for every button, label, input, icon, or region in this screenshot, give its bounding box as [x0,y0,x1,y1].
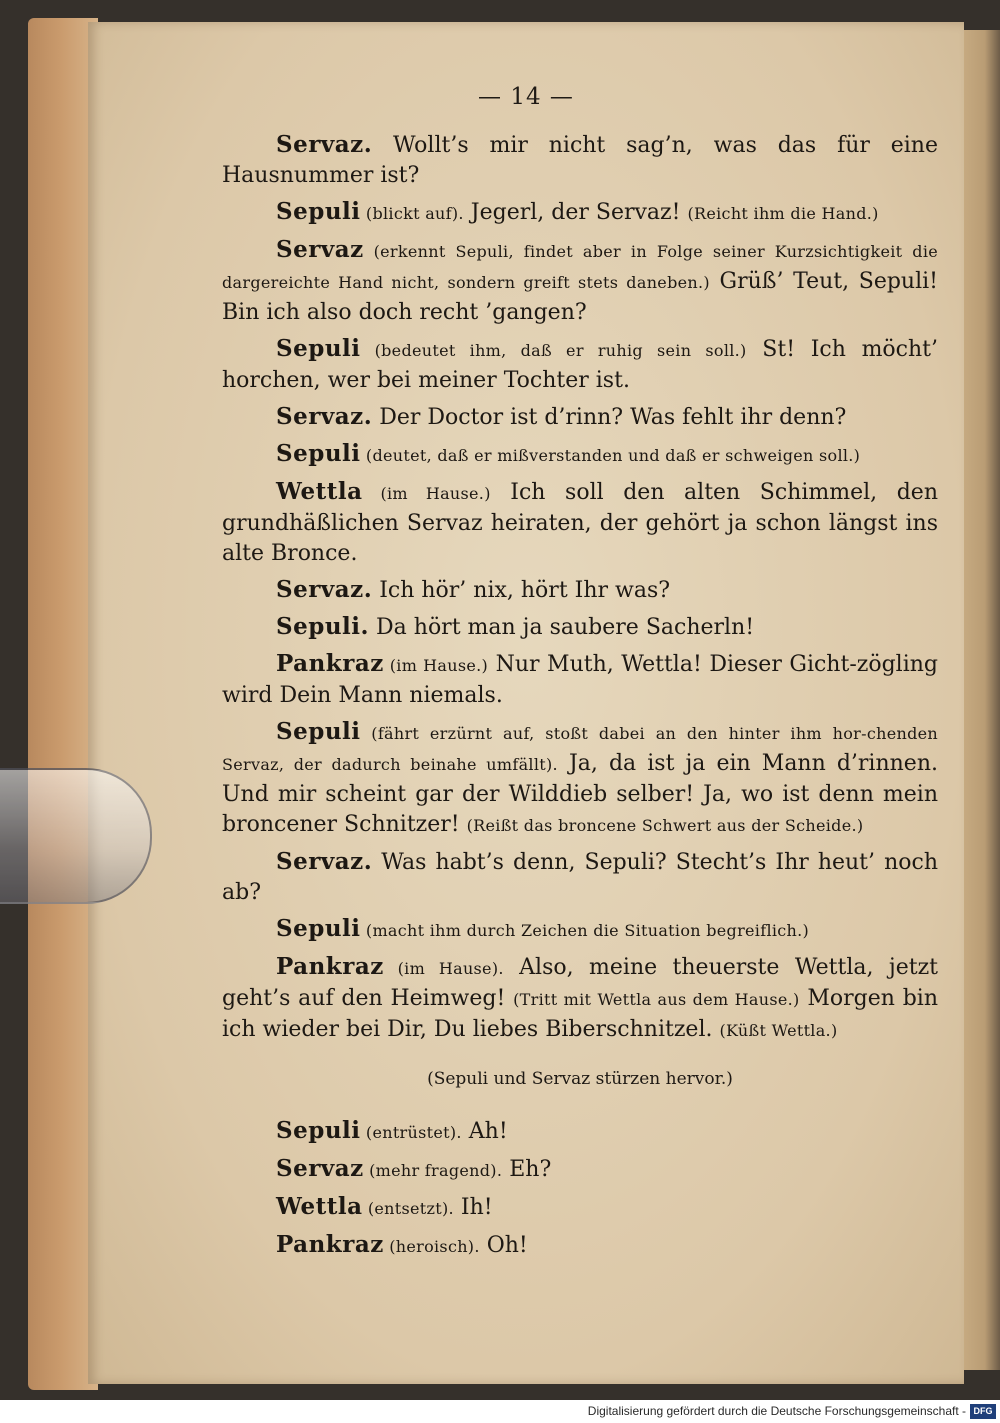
facing-page-edge [962,30,1000,1370]
footer-credit: Digitalisierung gefördert durch die Deutsche Forschungsgemeinschaft - [587,1404,966,1418]
dialogue-paragraph [222,649,938,711]
dfg-logo-icon: DFG [970,1404,996,1419]
stage-direction: (entrüstet). [360,1123,462,1142]
spoken-text: Ah! [461,1119,508,1144]
stage-direction: (Tritt mit Wettla aus dem Hause.) [513,990,800,1009]
stage-direction: (Reicht ihm die Hand.) [687,204,879,223]
spoken-text: Was habt’s denn, Sepuli? Stecht’s Ihr heut’ noch ab? [222,850,938,905]
dialogue-paragraph [222,952,938,1046]
spoken-text: Morgen bin ich wieder bei Dir, Du liebes Biberschnitzel. [222,986,938,1042]
stage-direction: (Küßt Wettla.) [719,1021,838,1040]
dialogue-paragraph [222,130,938,191]
dialogue-paragraph [222,1192,938,1224]
spoken-text: Ih! [453,1195,493,1220]
speaker-name: Sepuli [276,718,361,745]
spoken-text: Grüß’ Teut, Sepuli! Bin ich also doch recht ’gangen? [222,269,939,325]
speaker-name: Servaz. [276,403,373,430]
stage-direction: (fährt erzürnt auf, stoßt dabei an den hinter ihm hor-chenden Servaz, der dadurch beinahe umfällt). [222,724,938,774]
speaker-name: Wettla [276,1193,363,1220]
spoken-text: Also, meine theuerste Wettla, jetzt geht’s auf den Heimweg! [222,955,939,1011]
stage-direction: (Reißt das broncene Schwert aus der Scheide.) [466,816,864,835]
dialogue-paragraph [222,1154,938,1186]
speaker-name: Servaz. [276,131,373,158]
spoken-text: Der Doctor ist d’rinn? Was fehlt ihr denn? [372,405,847,430]
page-holder-clip [0,768,152,904]
dialogue-paragraph [222,402,938,433]
dialogue-paragraph [222,575,938,606]
stage-direction: (im Hause.) [383,656,489,675]
dialogue-paragraph [222,612,938,643]
spoken-text: Ja, da ist ja ein Mann d’rinnen. Und mir scheint gar der Wilddieb selber! Ja, wo ist denn mein broncener Schnitzer! [222,751,938,837]
spoken-text: Oh! [479,1233,528,1258]
dialogue-paragraph [222,847,938,908]
spoken-text: Ich soll den alten Schimmel, den grundhäßlichen Servaz heiraten, der gehört ja schon längst ins alte Bronce. [222,480,938,566]
stage-direction: (erkennt Sepuli, findet aber in Folge seiner Kurzsichtigkeit die dargereichte Hand nicht, sondern greift stets daneben.) [222,242,938,292]
spoken-text: Nur Muth, Wettla! Dieser Gicht-zögling wird Dein Mann niemals. [222,652,938,708]
speaker-name: Sepuli [276,915,361,942]
book-page [88,22,964,1384]
speaker-name: Sepuli [276,1117,361,1144]
speaker-name: Pankraz [276,650,384,677]
speaker-name: Pankraz [276,1231,384,1258]
stage-direction: (blickt auf). [360,204,464,223]
dialogue-paragraph [222,477,938,569]
stage-direction: (entsetzt). [362,1199,454,1218]
stage-direction: (heroisch). [383,1237,480,1256]
dialogue-paragraph [222,1116,938,1148]
dialogue-paragraph [222,717,938,841]
speaker-name: Pankraz [276,953,384,980]
speaker-name: Servaz [276,236,364,263]
stage-direction: (deutet, daß er mißverstanden und daß er schweigen soll.) [360,446,861,465]
spoken-text: Ich hör’ nix, hört Ihr was? [372,578,671,603]
speaker-name: Servaz [276,1155,364,1182]
speaker-name: Wettla [276,478,363,505]
stage-direction: (im Hause). [383,959,504,978]
speaker-name: Servaz. [276,576,373,603]
page-number: — 14 — [478,84,574,110]
centered-stage-direction: (Sepuli und Servaz stürzen hervor.) [427,1069,733,1089]
spoken-text: Jegerl, der Servaz! [463,200,688,225]
dialogue-paragraph [222,197,938,229]
spoken-text: Wollt’s mir nicht sag’n, was das für eine Hausnummer ist? [222,133,938,188]
dialogue-paragraph [222,235,938,328]
spoken-text: St! Ich möcht’ horchen, wer bei meiner Tochter ist. [222,337,939,393]
dialogue-text [222,130,938,1268]
stage-direction: (im Hause.) [362,484,491,503]
spoken-text: Eh? [502,1157,552,1182]
stage-direction: (bedeutet ihm, daß er ruhig sein soll.) [360,341,747,360]
dialogue-paragraph [222,334,938,396]
speaker-name: Sepuli. [276,613,370,640]
speaker-name: Sepuli [276,440,361,467]
spoken-text: Da hört man ja saubere Sacherln! [369,615,755,640]
dialogue-paragraph [222,1230,938,1262]
speaker-name: Sepuli [276,198,361,225]
speaker-name: Servaz. [276,848,373,875]
digitization-footer [0,1400,1000,1423]
dialogue-paragraph [222,439,938,471]
stage-direction: (macht ihm durch Zeichen die Situation begreiflich.) [360,921,810,940]
stage-direction: (mehr fragend). [363,1161,503,1180]
dialogue-paragraph [222,914,938,946]
speaker-name: Sepuli [276,335,361,362]
